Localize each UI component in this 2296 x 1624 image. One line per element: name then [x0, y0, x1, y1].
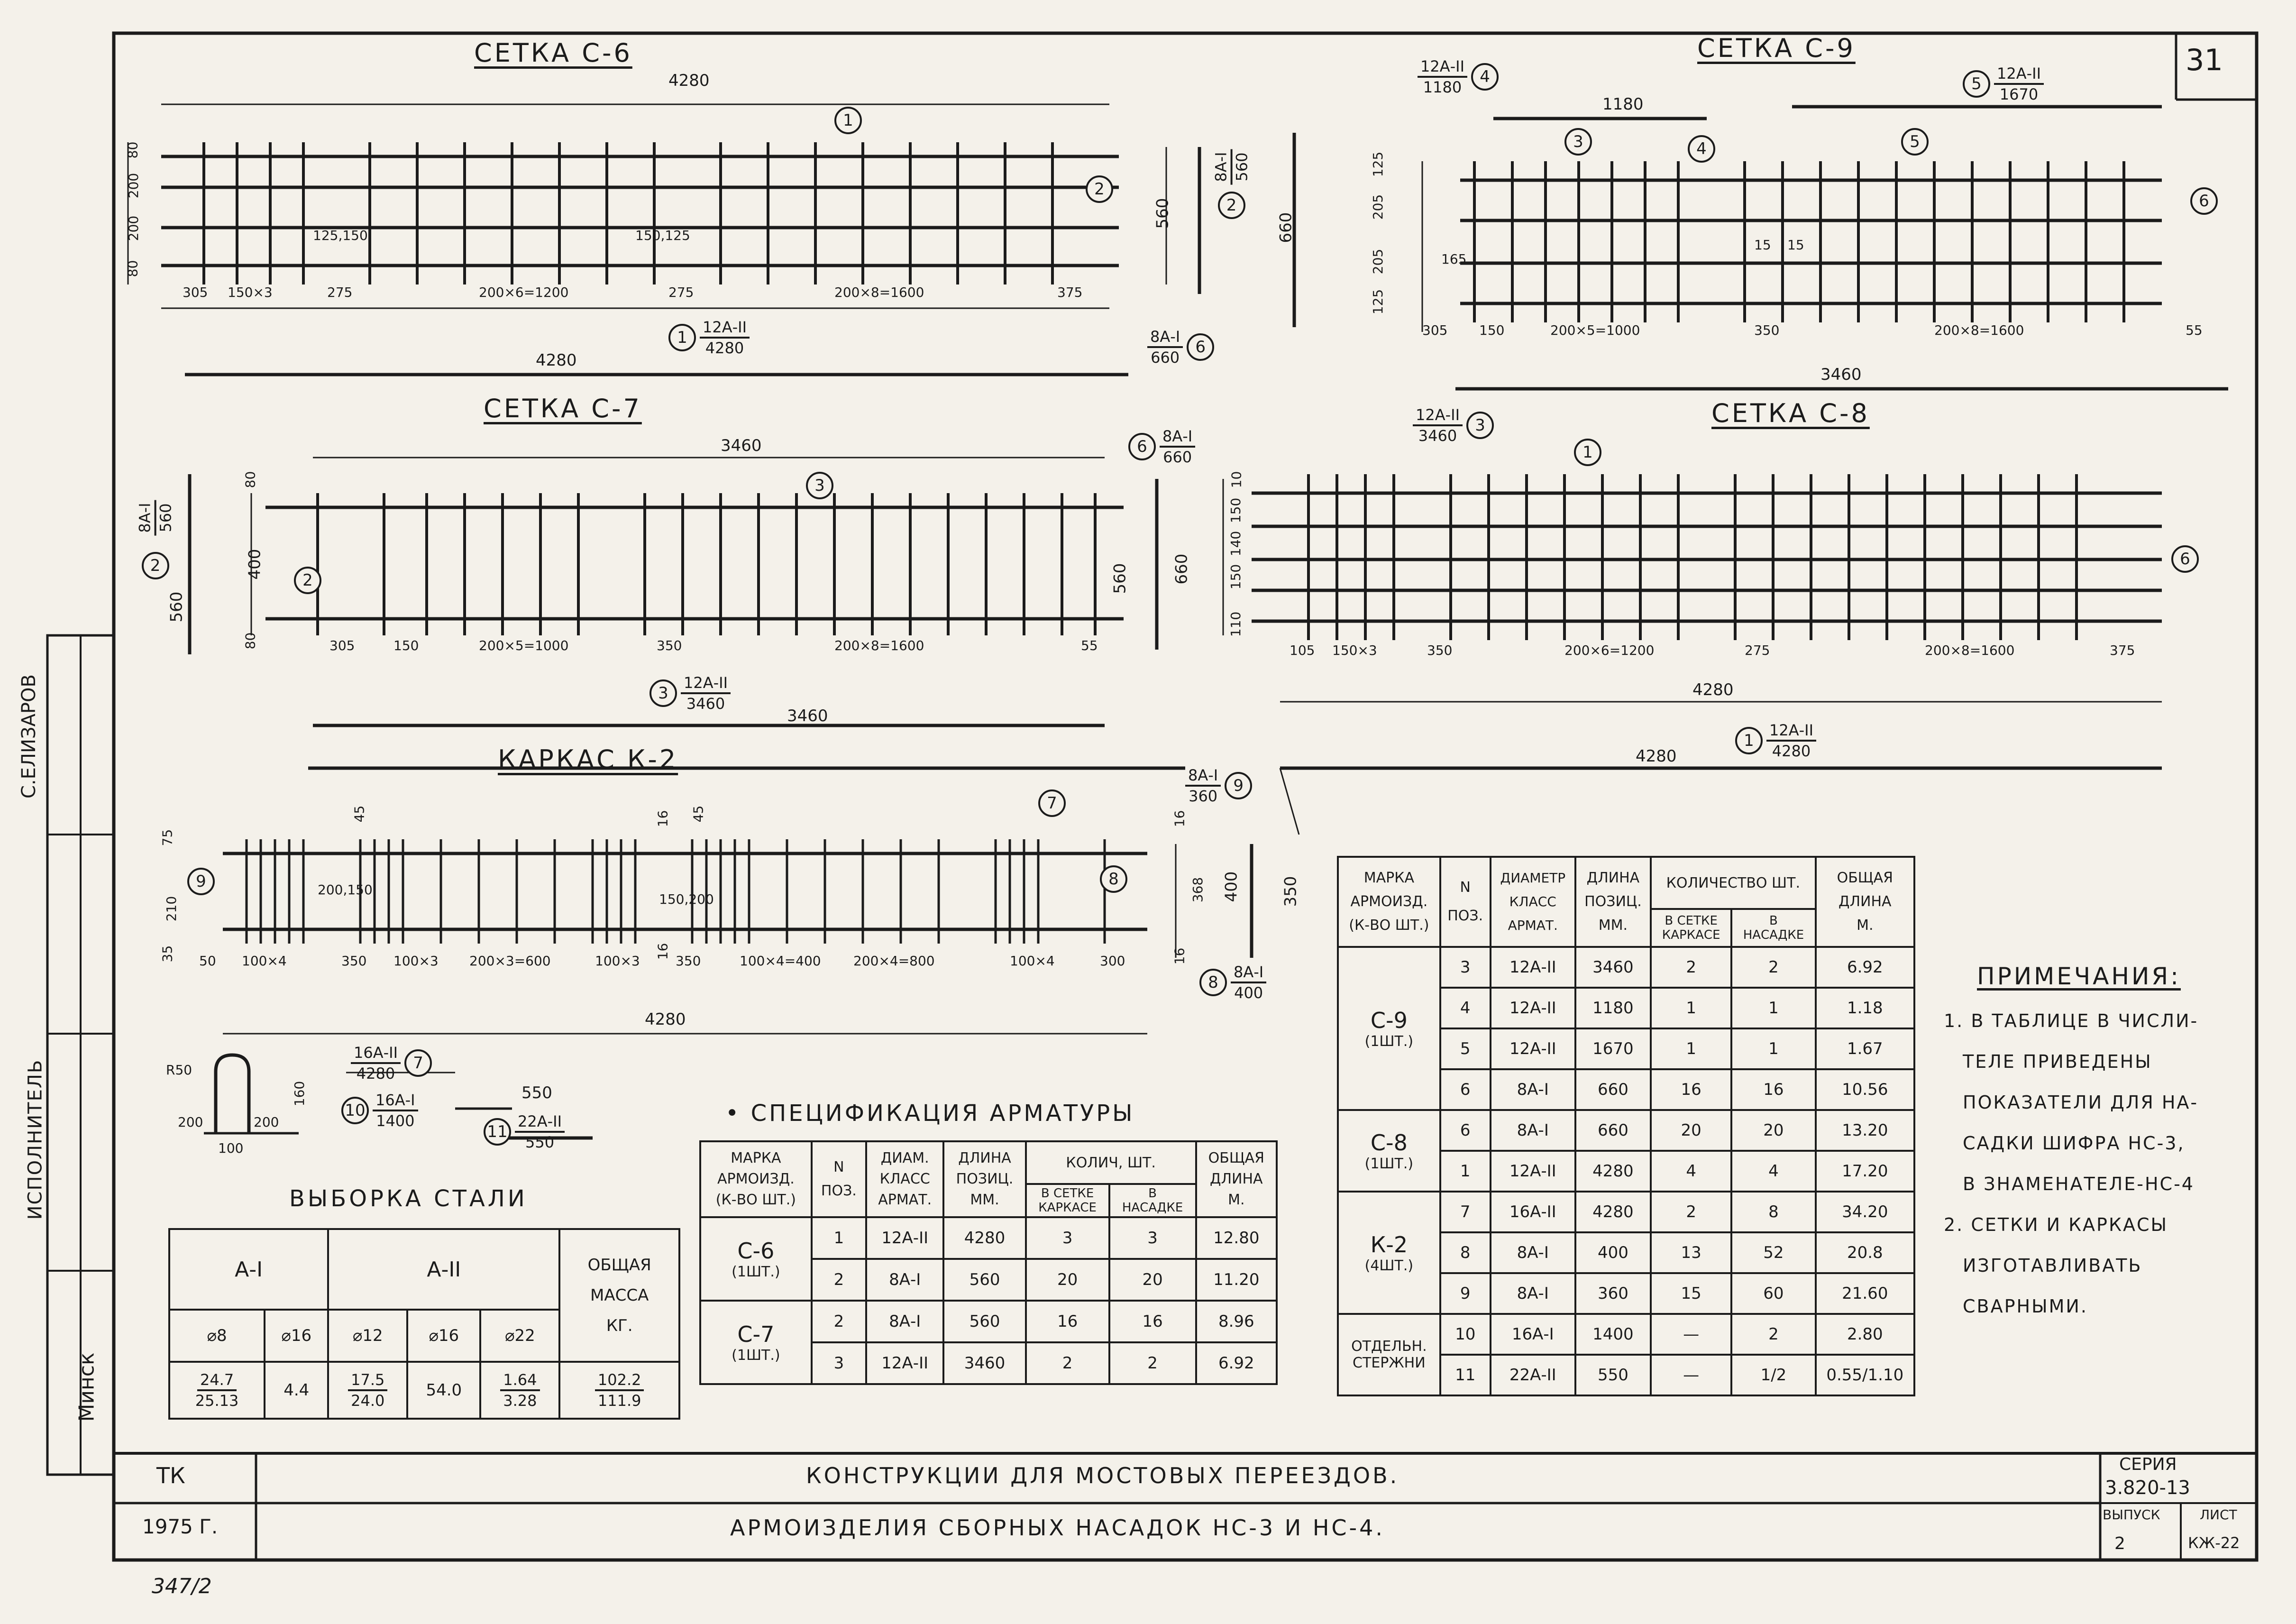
hook-7-shape [216, 1055, 249, 1133]
spec-cell-l: 1400 [1575, 1314, 1651, 1355]
c8-title: СЕТКА С-8 [1711, 398, 1870, 428]
spec1-title: • СПЕЦИФИКАЦИЯ АРМАТУРЫ [725, 1100, 1135, 1127]
c8-side-dim-3: 150 [1228, 564, 1244, 590]
k2-mark-top: 7 [1038, 789, 1066, 817]
c7-mark-top: 3 [806, 472, 833, 499]
spec-cell-t: 20.8 [1816, 1232, 1914, 1273]
spec-cell-d: 12А-II [866, 1217, 943, 1259]
spec-cell-a: 20 [1026, 1259, 1109, 1301]
spec-cell-t: 13.20 [1816, 1110, 1914, 1151]
spec-cell-n: 3 [1440, 947, 1491, 988]
c6-spacing-5: 200×8=1600 [834, 284, 924, 300]
c9-mesh [1460, 180, 2162, 303]
spec-cell-n: 1 [1440, 1151, 1491, 1192]
tb-line2: АРМОИЗДЕЛИЯ СБОРНЫХ НАСАДОК НС-3 И НС-4. [730, 1515, 1385, 1541]
spec-cell-d: 16А-I [1491, 1314, 1575, 1355]
spec-mark-cell: ОТДЕЛЬН. СТЕРЖНИ [1338, 1314, 1440, 1395]
spec-cell-t: 0.55/1.10 [1816, 1355, 1914, 1395]
c9-inner-b: 15 [1754, 237, 1771, 253]
k2-right-dim-1: 400 [1222, 871, 1241, 902]
k2-height-dim-0: 75 [159, 829, 175, 846]
c7-rebar-side: 8А-I 560 2 [137, 498, 173, 579]
c9-mark-right: 6 [2190, 187, 2218, 215]
spec-cell-a: 2 [1651, 1192, 1731, 1232]
c8-bottom-dim: 4280 [1692, 680, 1734, 699]
steel-val-2: $\frac{17.5}{24.0}$ [328, 1362, 407, 1419]
spec-row [1338, 947, 1914, 988]
steel-col-total: ОБЩАЯ МАССА КГ. [559, 1229, 679, 1362]
sheet-number: 31 [2186, 43, 2223, 77]
spec-cell-t: 1.67 [1816, 1028, 1914, 1069]
c9-spacing-5: 55 [2186, 322, 2203, 338]
spec-row [1338, 1110, 1914, 1151]
spec1-h-qty: КОЛИЧ, ШТ. [1026, 1141, 1196, 1184]
k2-height-dim-2: 35 [159, 945, 175, 963]
tb-issue-label: ВЫПУСК [2103, 1507, 2160, 1523]
c8-mesh [1252, 493, 2162, 621]
c6-spacing-1: 150×3 [228, 284, 273, 300]
side-city: Минск [74, 1352, 99, 1422]
spec-cell-l: 3460 [1575, 947, 1651, 988]
steel-val-3: 54.0 [407, 1362, 480, 1419]
spec-cell-t: 11.20 [1196, 1259, 1277, 1301]
spec-cell-b: 1 [1731, 988, 1815, 1028]
spec-cell-t: 34.20 [1816, 1192, 1914, 1232]
c7-spacing-5: 55 [1081, 638, 1098, 653]
c9-mark-0: 3 [1564, 128, 1592, 156]
c9-spacing-1: 150 [1479, 322, 1505, 338]
steel-diam-0: ⌀8 [169, 1310, 265, 1362]
spec-cell-l: 560 [943, 1301, 1025, 1342]
spec-cell-n: 10 [1440, 1314, 1491, 1355]
c9-rebar-4: $\frac{12А-II}{1180}$ 4 [1418, 57, 1499, 97]
spec-cell-d: 12А-II [1491, 988, 1575, 1028]
spec2-h-diam: ДИАМЕТР КЛАСС АРМАТ. [1491, 857, 1575, 947]
spec-cell-b: 3 [1109, 1217, 1196, 1259]
c6-spacing-0: 305 [183, 284, 208, 300]
c8-spacing-2: 350 [1427, 642, 1453, 658]
spec-cell-l: 1180 [1575, 988, 1651, 1028]
c8-spacing-3: 200×6=1200 [1564, 642, 1655, 658]
side-author: С.ЕЛИЗАРОВ [18, 674, 40, 798]
spec-cell-a: 2 [1651, 947, 1731, 988]
spec-cell-n: 3 [812, 1342, 866, 1384]
steel-col-a2: А-II [328, 1229, 559, 1310]
c9-mark-2: 5 [1901, 128, 1929, 156]
steel-diam-2: ⌀12 [328, 1310, 407, 1362]
tb-footnote: 347/2 [152, 1574, 212, 1598]
c7-cross-bars [318, 493, 1095, 635]
spec-mark-cell: С-9 (1ШТ.) [1338, 947, 1440, 1110]
rebar-11-detail: 11 $\frac{22А-II}{550}$ [484, 1112, 565, 1152]
spec-cell-b: 2 [1109, 1342, 1196, 1384]
tb-org: ТК [156, 1463, 185, 1488]
k2-spacing-2: 350 [341, 953, 367, 969]
spec-cell-a: 1 [1651, 1028, 1731, 1069]
c6-rebar-cross: $\frac{8А-I}{660}$ 6 [1147, 327, 1214, 367]
c6-title: СЕТКА С-6 [474, 38, 632, 68]
k2-spacing-8: 200×4=800 [853, 953, 935, 969]
k2-spacing-0: 50 [199, 953, 216, 969]
k2-rebar-8: 8 $\frac{8А-I}{400}$ [1199, 963, 1266, 1002]
c7-side-dim-2: 80 [242, 632, 258, 650]
spec-mark-cell: С-8 (1ШТ.) [1338, 1110, 1440, 1192]
c9-mark-1: 4 [1688, 135, 1715, 163]
spec-cell-d: 8А-I [1491, 1232, 1575, 1273]
c7-spacing-2: 200×5=1000 [479, 638, 569, 653]
k2-spacing-3: 100×3 [393, 953, 439, 969]
c7-spacing-4: 200×8=1600 [834, 638, 924, 653]
spec1-h-qty-b: В НАСАДКЕ [1109, 1184, 1196, 1217]
spec-cell-l: 4280 [1575, 1151, 1651, 1192]
notes-title: ПРИМЕЧАНИЯ: [1977, 963, 2181, 990]
c7-rebar-top: 6 $\frac{8А-I}{660}$ [1128, 427, 1195, 467]
side-role: ИСПОЛНИТЕЛЬ [24, 1059, 46, 1220]
spec1-h-mark: МАРКА АРМОИЗД. (К-ВО ШТ.) [700, 1141, 812, 1217]
c7-spacing-3: 350 [657, 638, 682, 653]
note-line: САДКИ ШИФРА НС-3, [1963, 1133, 2185, 1154]
c7-mark-left: 2 [294, 567, 321, 594]
spec-cell-t: 2.80 [1816, 1314, 1914, 1355]
c6-bottom-dim: 4280 [536, 351, 577, 370]
c9-top-dim: 1180 [1602, 95, 1644, 114]
note-line: СВАРНЫМИ. [1963, 1296, 2088, 1317]
c8-cross-bars [1308, 474, 2076, 640]
spec-cell-b: 20 [1731, 1110, 1815, 1151]
spec-cell-n: 1 [812, 1217, 866, 1259]
steel-diam-1: ⌀16 [265, 1310, 328, 1362]
spec-cell-a: 16 [1026, 1301, 1109, 1342]
k2-top-mark-2: 45 [690, 805, 706, 823]
spec-cell-t: 10.56 [1816, 1069, 1914, 1110]
c7-spacing-0: 305 [329, 638, 355, 653]
c9-side-dim-0: 125 [1370, 151, 1386, 177]
spec-cell-b: 16 [1109, 1301, 1196, 1342]
tb-sheet: КЖ-22 [2188, 1534, 2240, 1552]
spec-row [1338, 1192, 1914, 1232]
c9-side-dim-2: 205 [1370, 248, 1386, 275]
tb-sheet-label: ЛИСТ [2200, 1507, 2237, 1523]
spec2-h-total: ОБЩАЯ ДЛИНА М. [1816, 857, 1914, 947]
k2-spacing-10: 300 [1100, 953, 1125, 969]
k2-right-dim-2: 350 [1281, 876, 1300, 907]
c6-inner-a: 125,150 [313, 228, 368, 243]
c9-side-dim-1: 205 [1370, 194, 1386, 220]
c6-spacing-2: 275 [327, 284, 353, 300]
c9-inner-a: 165 [1441, 251, 1467, 267]
spec-cell-n: 6 [1440, 1069, 1491, 1110]
spec-cell-l: 360 [1575, 1273, 1651, 1314]
spec-cell-l: 3460 [943, 1342, 1025, 1384]
c7-mesh [265, 507, 1124, 619]
spec-cell-l: 4280 [943, 1217, 1025, 1259]
k2-spacing-7: 100×4=400 [740, 953, 821, 969]
c8-height-dim: 660 [1172, 553, 1191, 585]
spec-cell-b: 1 [1731, 1028, 1815, 1069]
spec2-h-qty-a: В СЕТКЕ КАРКАСЕ [1651, 909, 1731, 947]
spec-row [1338, 1314, 1914, 1355]
k2-rebar-9: $\frac{8А-I}{360}$ 9 [1185, 766, 1252, 806]
spec-cell-t: 8.96 [1196, 1301, 1277, 1342]
spec1-h-len: ДЛИНА ПОЗИЦ. ММ. [943, 1141, 1025, 1217]
k2-top-mark-4: 16 [655, 943, 671, 960]
c6-side-dim-0: 80 [125, 141, 141, 159]
c8-mark-top: 1 [1574, 439, 1601, 466]
spec2-h-len: ДЛИНА ПОЗИЦ. ММ. [1575, 857, 1651, 947]
spec-cell-a: 15 [1651, 1273, 1731, 1314]
steel-col-a1: А-I [169, 1229, 328, 1310]
steel-diam-3: ⌀16 [407, 1310, 480, 1362]
spec-cell-t: 17.20 [1816, 1151, 1914, 1192]
note-line: В ЗНАМЕНАТЕЛЕ-НС-4 [1963, 1174, 2195, 1194]
spec-mark-cell: С-7 (1ШТ.) [700, 1301, 812, 1384]
c9-rebar-5: 5 $\frac{12А-II}{1670}$ [1963, 64, 2044, 104]
spec-row [700, 1301, 1277, 1342]
c6-rebar-side: 8А-I 560 2 [1214, 147, 1249, 219]
c8-mark-right: 6 [2171, 545, 2199, 573]
spec2-h-n: N ПОЗ. [1440, 857, 1491, 947]
note-line: ИЗГОТАВЛИВАТЬ [1963, 1255, 2142, 1276]
c6-side-dim-2: 200 [126, 215, 142, 241]
c6-side-dim-3: 80 [125, 260, 141, 277]
k2-bottom-dim: 4280 [645, 1010, 686, 1029]
spec-cell-a: 13 [1651, 1232, 1731, 1273]
c9-spacing-2: 200×5=1000 [1550, 322, 1640, 338]
spec2-table [1337, 856, 1915, 1396]
spec-cell-l: 1670 [1575, 1028, 1651, 1069]
c7-top-dim: 3460 [721, 436, 762, 455]
k2-spacing-9: 100×4 [1010, 953, 1055, 969]
spec-cell-d: 12А-II [1491, 1028, 1575, 1069]
c6-height-dim: 560 [1153, 198, 1172, 229]
spec-cell-a: — [1651, 1355, 1731, 1395]
tb-year: 1975 Г. [142, 1515, 218, 1538]
k2-top-mark-1: 16 [655, 810, 671, 827]
spec-cell-d: 12А-II [1491, 947, 1575, 988]
spec-cell-d: 16А-II [1491, 1192, 1575, 1232]
c9-spacing-0: 305 [1422, 322, 1448, 338]
spec-cell-l: 560 [943, 1259, 1025, 1301]
rebar-7-detail: $\frac{16А-II}{4280}$ 7 [351, 1043, 432, 1083]
c7-side-dim-0: 80 [242, 471, 258, 488]
k2-title: КАРКАС К-2 [498, 744, 678, 774]
c8-spacing-6: 375 [2110, 642, 2135, 658]
spec-cell-n: 5 [1440, 1028, 1491, 1069]
steel-val-1: 4.4 [265, 1362, 328, 1419]
spec2-h-mark: МАРКА АРМОИЗД. (К-ВО ШТ.) [1338, 857, 1440, 947]
spec-cell-a: 16 [1651, 1069, 1731, 1110]
spec-cell-a: 3 [1026, 1217, 1109, 1259]
k2-inner-a: 200,150 [318, 882, 373, 898]
c9-rebar-3: $\frac{12А-II}{3460}$ 3 [1413, 405, 1494, 445]
spec1-h-total: ОБЩАЯ ДЛИНА М. [1196, 1141, 1277, 1217]
c6-spacing-3: 200×6=1200 [479, 284, 569, 300]
tb-line1: КОНСТРУКЦИИ ДЛЯ МОСТОВЫХ ПЕРЕЕЗДОВ. [806, 1463, 1400, 1488]
steel-title: ВЫБОРКА СТАЛИ [289, 1185, 528, 1212]
spec-cell-t: 6.92 [1196, 1342, 1277, 1384]
spec-cell-a: 2 [1026, 1342, 1109, 1384]
steel-val-5: $\frac{102.2}{111.9}$ [559, 1362, 679, 1419]
hook-dim-2: 100 [218, 1140, 244, 1156]
note-line: 1. В ТАБЛИЦЕ В ЧИСЛИ- [1944, 1010, 2199, 1031]
c6-cross-dim: 660 [1276, 212, 1296, 243]
c8-side-dim-0: 10 [1228, 471, 1244, 488]
c7-bottom-dim: 3460 [787, 706, 828, 725]
spec2-h-qty-b: В НАСАДКЕ [1731, 909, 1815, 947]
c7-title: СЕТКА С-7 [484, 394, 642, 423]
c6-spacing-6: 375 [1057, 284, 1083, 300]
spec1-h-diam: ДИАМ. КЛАСС АРМАТ. [866, 1141, 943, 1217]
spec1-h-n: N ПОЗ. [812, 1141, 866, 1217]
steel-val-4: $\frac{1.64}{3.28}$ [480, 1362, 559, 1419]
spec-cell-n: 2 [812, 1301, 866, 1342]
rebar-10-detail: 10 $\frac{16А-I}{1400}$ [341, 1091, 418, 1130]
spec-cell-b: 20 [1109, 1259, 1196, 1301]
spec-cell-n: 4 [1440, 988, 1491, 1028]
c6-mark-top: 1 [834, 107, 862, 134]
c8-side-dim-1: 150 [1228, 497, 1244, 523]
c6-inner-b: 150,125 [635, 228, 690, 243]
k2-height-dim-1: 210 [164, 896, 180, 922]
c9-title: СЕТКА С-9 [1697, 33, 1856, 63]
c9-inner-c: 15 [1787, 237, 1804, 253]
hook-dim-0: 200 [178, 1114, 203, 1130]
spec-cell-a: — [1651, 1314, 1731, 1355]
c7-right-dim: 560 [1110, 563, 1130, 594]
note-line: 2. СЕТКИ И КАРКАСЫ [1944, 1214, 2168, 1235]
spec-cell-b: 2 [1731, 1314, 1815, 1355]
c7-spacing-1: 150 [393, 638, 419, 653]
c8-spacing-0: 105 [1290, 642, 1315, 658]
spec1-h-qty-a: В СЕТКЕ КАРКАСЕ [1026, 1184, 1109, 1217]
hook-radius: R50 [166, 1062, 192, 1078]
spec-cell-t: 12.80 [1196, 1217, 1277, 1259]
spec-row [700, 1217, 1277, 1259]
spec-cell-l: 4280 [1575, 1192, 1651, 1232]
c8-side-dim-4: 110 [1228, 611, 1244, 637]
steel-table [168, 1228, 680, 1420]
c8-spacing-4: 275 [1745, 642, 1770, 658]
spec-cell-d: 8А-I [1491, 1069, 1575, 1110]
c9-bottom-dim: 3460 [1820, 365, 1862, 384]
spec-cell-t: 1.18 [1816, 988, 1914, 1028]
k2-inner-b: 150,200 [659, 891, 714, 907]
spec-cell-d: 8А-I [1491, 1110, 1575, 1151]
k2-spacing-4: 200×3=600 [469, 953, 551, 969]
hook-dim-1: 200 [254, 1114, 279, 1130]
c6-mark-right: 2 [1086, 175, 1113, 203]
spec-cell-b: 1/2 [1731, 1355, 1815, 1395]
spec2-h-qty: КОЛИЧЕСТВО ШТ. [1651, 857, 1816, 909]
steel-diam-4: ⌀22 [480, 1310, 559, 1362]
spec-cell-b: 2 [1731, 947, 1815, 988]
tb-issue: 2 [2114, 1534, 2125, 1553]
c9-spacing-4: 200×8=1600 [1934, 322, 2024, 338]
k2-top-mark-3: 16 [1171, 810, 1188, 827]
spec-cell-d: 8А-I [1491, 1273, 1575, 1314]
spec-mark-cell: С-6 (1ШТ.) [700, 1217, 812, 1301]
c8-spacing-1: 150×3 [1332, 642, 1377, 658]
spec-cell-n: 9 [1440, 1273, 1491, 1314]
k2-spacing-5: 100×3 [595, 953, 640, 969]
note-line: ТЕЛЕ ПРИВЕДЕНЫ [1963, 1051, 2152, 1072]
k2-spacing-11: 16 [1171, 947, 1188, 965]
c8-rebar-main: 1 $\frac{12А-II}{4280}$ [1735, 721, 1816, 761]
spec-mark-cell: К-2 (4ШТ.) [1338, 1192, 1440, 1314]
spec-cell-d: 8А-I [866, 1301, 943, 1342]
spec-cell-b: 8 [1731, 1192, 1815, 1232]
k2-mark-right: 8 [1100, 865, 1127, 893]
spec-cell-t: 6.92 [1816, 947, 1914, 988]
c6-top-dim: 4280 [668, 71, 710, 90]
notes-list [1944, 1000, 2198, 1327]
spec-cell-b: 52 [1731, 1232, 1815, 1273]
tb-series-label: СЕРИЯ [2119, 1455, 2177, 1474]
spec-cell-n: 6 [1440, 1110, 1491, 1151]
spec-cell-d: 8А-I [866, 1259, 943, 1301]
c8-side-dim-2: 140 [1228, 531, 1244, 557]
k2-right-dim-0: 368 [1190, 877, 1206, 903]
spec-cell-n: 2 [812, 1259, 866, 1301]
steel-val-0: $\frac{24.7}{25.13}$ [169, 1362, 265, 1419]
c8-bottom-dim-b: 4280 [1636, 747, 1677, 766]
spec-cell-b: 4 [1731, 1151, 1815, 1192]
spec-cell-l: 550 [1575, 1355, 1651, 1395]
c6-side-dim-1: 200 [126, 173, 142, 199]
spec-cell-a: 4 [1651, 1151, 1731, 1192]
c6-spacing-4: 275 [668, 284, 694, 300]
spec-cell-b: 60 [1731, 1273, 1815, 1314]
c7-outer-dim: 560 [167, 591, 186, 623]
spec-cell-l: 660 [1575, 1069, 1651, 1110]
c7-rebar-main: 3 $\frac{12А-II}{3460}$ [649, 673, 731, 713]
c9-spacing-3: 350 [1754, 322, 1780, 338]
k2-top-mark-0: 45 [351, 805, 367, 823]
hook-dim-3: 160 [292, 1081, 308, 1107]
spec-cell-a: 20 [1651, 1110, 1731, 1151]
c8-spacing-5: 200×8=1600 [1925, 642, 2015, 658]
spec-cell-d: 12А-II [1491, 1151, 1575, 1192]
c9-side-dim-3: 125 [1370, 289, 1386, 315]
tb-series: 3.820-13 [2105, 1477, 2190, 1499]
k2-spacing-1: 100×4 [242, 953, 287, 969]
c7-side-dim-1: 400 [245, 549, 265, 580]
spec-cell-a: 1 [1651, 988, 1731, 1028]
spec-cell-b: 16 [1731, 1069, 1815, 1110]
spec-cell-d: 12А-II [866, 1342, 943, 1384]
c6-cross-bars [204, 142, 1052, 284]
k2-mark-left: 9 [187, 868, 215, 895]
spec-cell-t: 21.60 [1816, 1273, 1914, 1314]
spec-cell-l: 400 [1575, 1232, 1651, 1273]
k2-spacing-6: 350 [676, 953, 701, 969]
spec-cell-n: 7 [1440, 1192, 1491, 1232]
rebar-11-dim: 550 [521, 1083, 552, 1102]
spec-cell-d: 22А-II [1491, 1355, 1575, 1395]
spec-cell-n: 11 [1440, 1355, 1491, 1395]
spec-cell-n: 8 [1440, 1232, 1491, 1273]
c6-rebar-main: 1 $\frac{12А-II}{4280}$ [668, 318, 750, 358]
spec-cell-l: 660 [1575, 1110, 1651, 1151]
spec1-table [699, 1140, 1278, 1385]
note-line: ПОКАЗАТЕЛИ ДЛЯ НА- [1963, 1092, 2199, 1113]
